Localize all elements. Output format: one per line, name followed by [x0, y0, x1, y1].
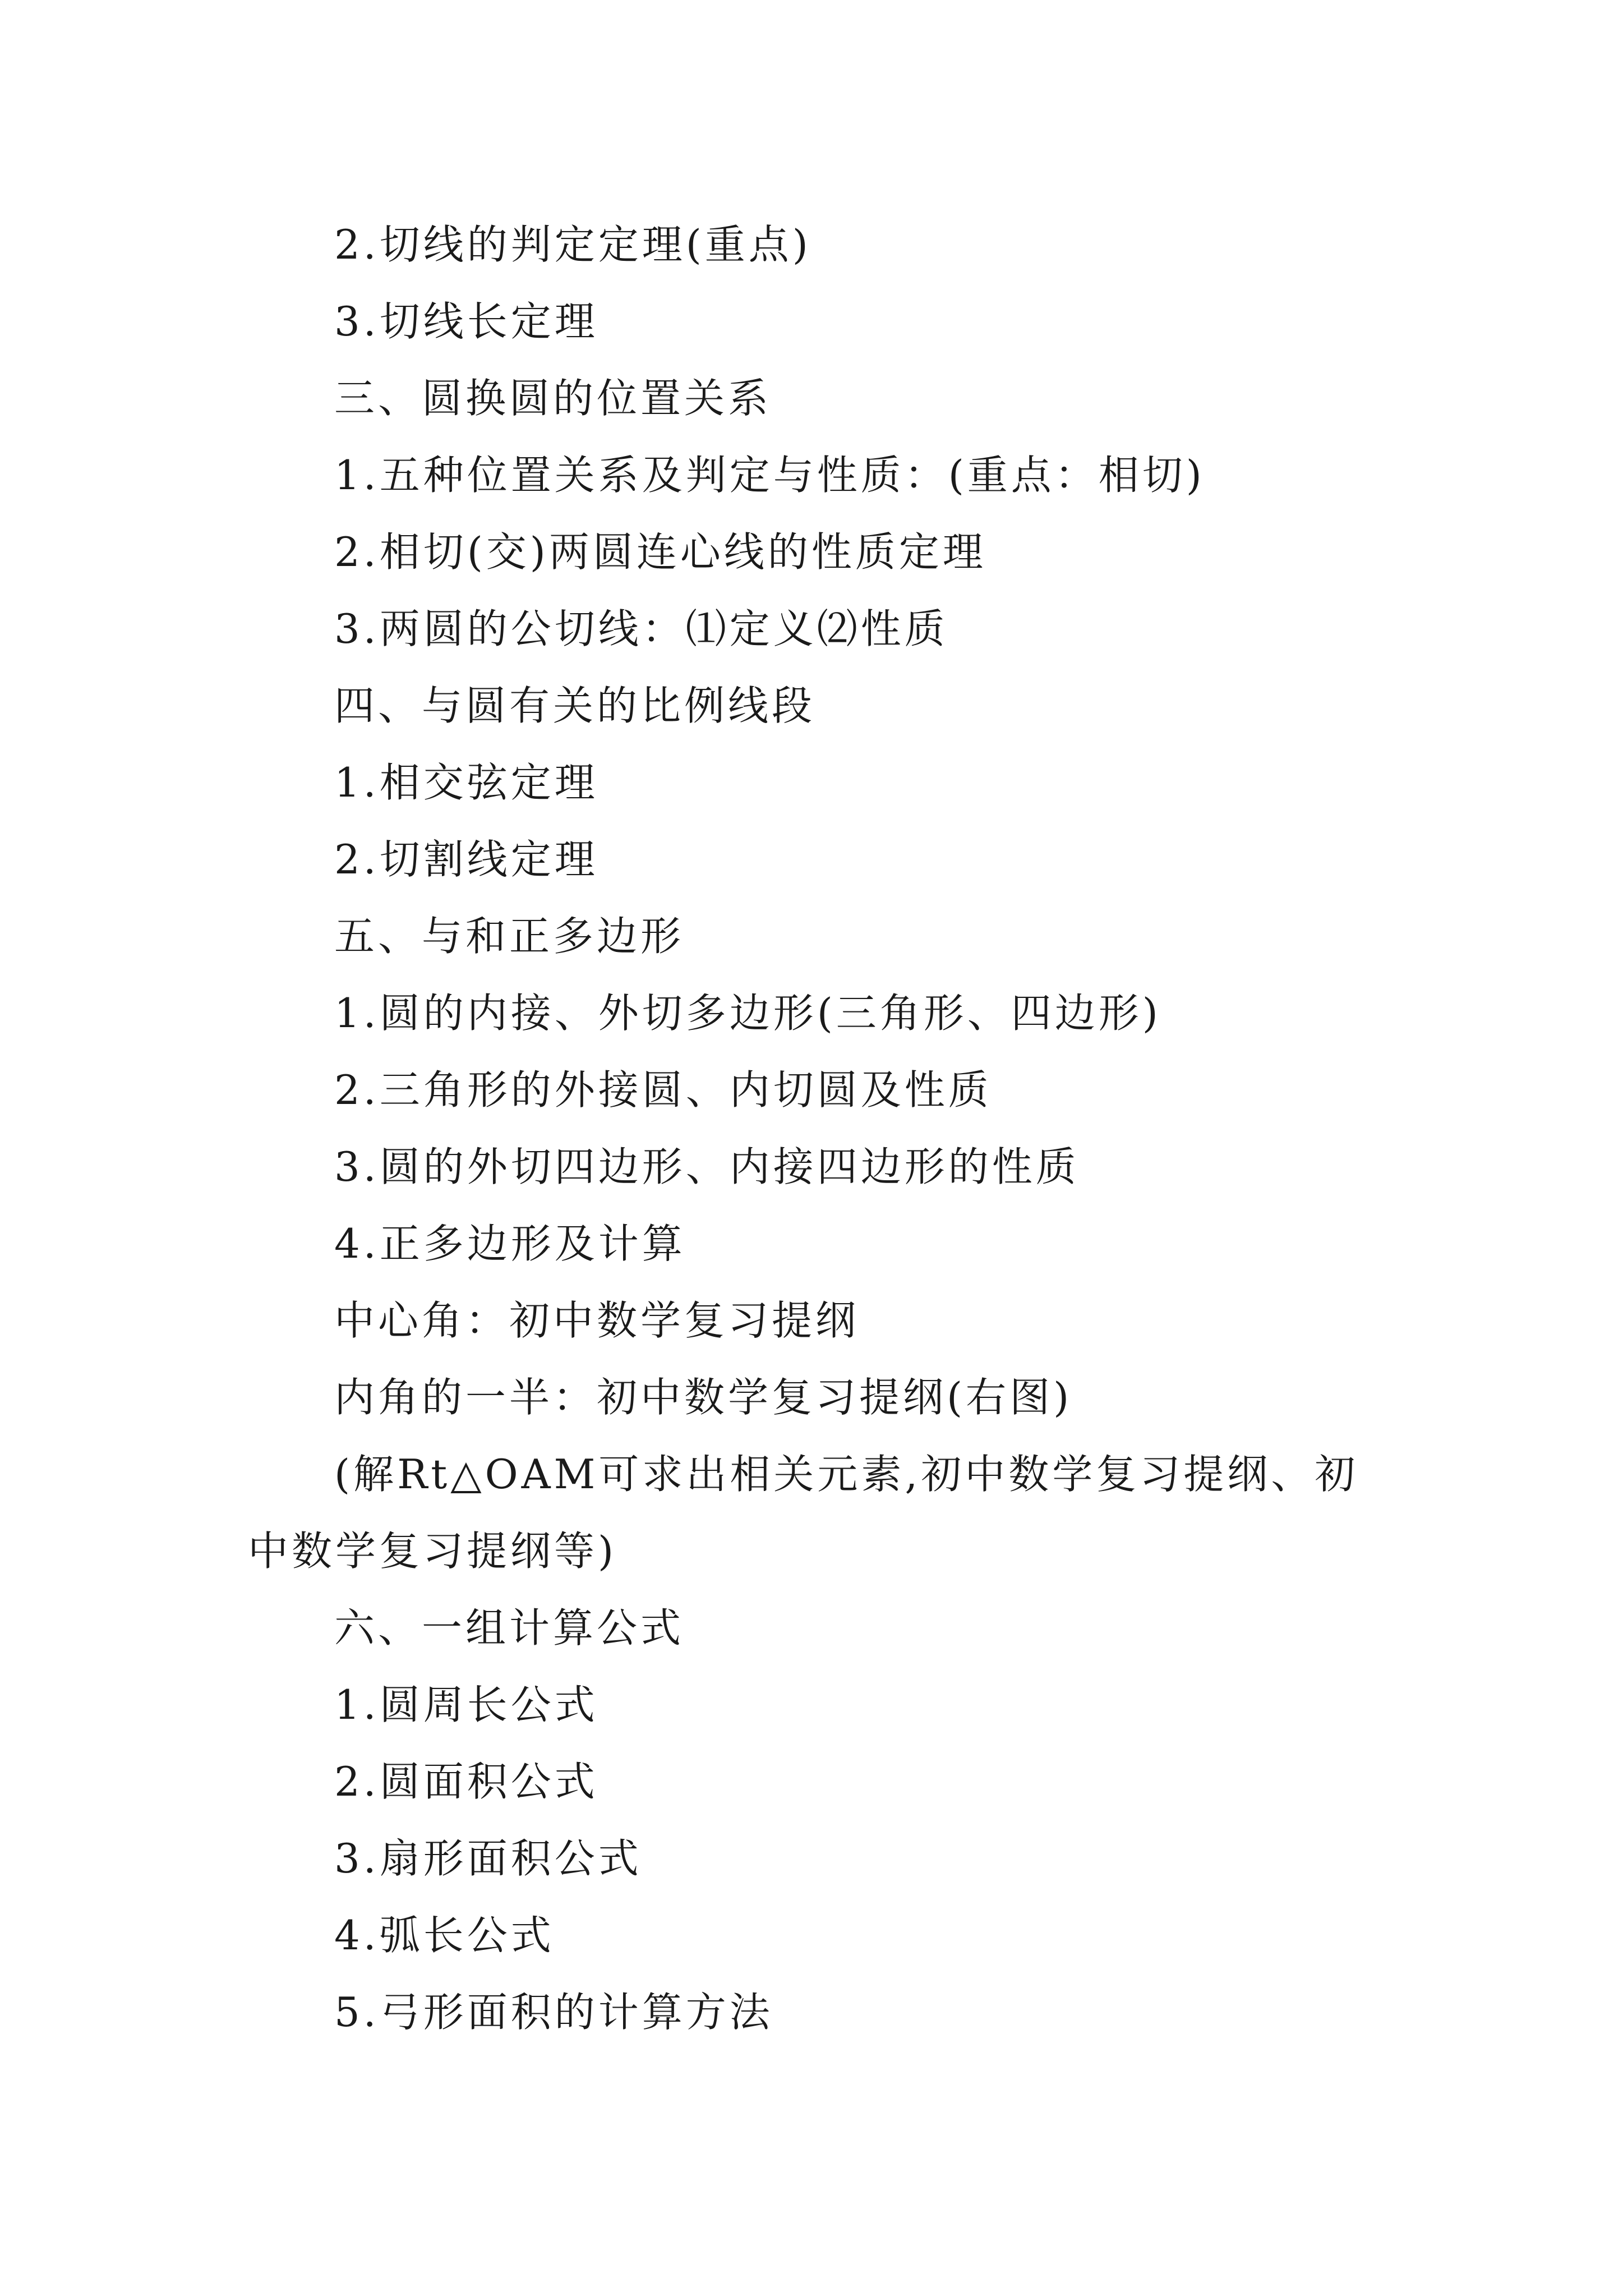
section-heading: 三、圆换圆的位置关系 — [334, 375, 772, 422]
text-line: 1.五种位置关系及判定与性质：(重点：相切) — [334, 452, 1205, 499]
text-line: 2.切线的判定定理(重点) — [334, 221, 811, 268]
text-line: 2.三角形的外接圆、内切圆及性质 — [334, 1066, 992, 1114]
text-line: 内角的一半：初中数学复习提纲(右图) — [334, 1374, 1073, 1421]
text-line: 4.弧长公式 — [334, 1912, 555, 1959]
text-line: 2.切割线定理 — [334, 836, 598, 883]
document-body — [248, 206, 1392, 2051]
text-line: 1.圆周长公式 — [334, 1681, 598, 1728]
section-heading: 四、与圆有关的比例线段 — [334, 682, 816, 729]
text-line: 2.圆面积公式 — [334, 1758, 598, 1805]
text-line: 中心角：初中数学复习提纲 — [334, 1297, 860, 1344]
text-line: 2.相切(交)两圆连心线的性质定理 — [334, 528, 986, 576]
text-line: 1.圆的内接、外切多边形(三角形、四边形) — [334, 990, 1161, 1037]
section-heading: 五、与和正多边形 — [334, 913, 685, 960]
text-line: 3.扇形面积公式 — [334, 1835, 642, 1882]
text-line: 3.圆的外切四边形、内接四边形的性质 — [334, 1143, 1080, 1190]
wrapped-paragraph: (解Rt△OAM可求出相关元素,初中数学复习提纲、初中数学复习提纲等) — [248, 1451, 1359, 1575]
text-line: 1.相交弦定理 — [334, 759, 598, 806]
section-heading: 六、一组计算公式 — [334, 1604, 685, 1651]
text-line: 5.弓形面积的计算方法 — [334, 1989, 773, 2036]
text-line: 3.切线长定理 — [334, 298, 598, 345]
text-line: 3.两圆的公切线：⑴定义⑵性质 — [334, 605, 948, 652]
text-line: 4.正多边形及计算 — [334, 1220, 686, 1267]
